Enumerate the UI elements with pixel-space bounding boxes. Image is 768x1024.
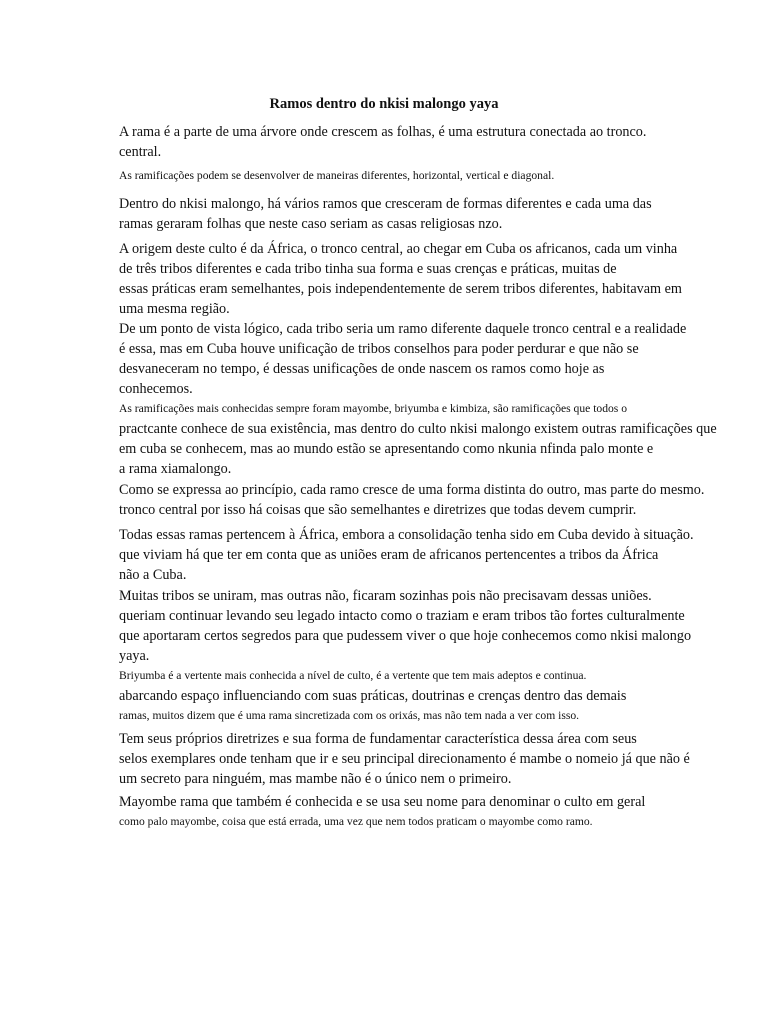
text-line: practcante conhece de sua existência, mas dentro do culto nkisi malongo existem outras ramificações que bbox=[119, 421, 717, 437]
text-line: é essa, mas em Cuba houve unificação de tribos conselhos para poder perdurar e que não se bbox=[119, 341, 639, 357]
text-line: ramas, muitos dizem que é uma rama sincretizada com os orixás, mas não tem nada a ver com isso. bbox=[119, 709, 580, 722]
text-line: ramas geraram folhas que neste caso seriam as casas religiosas nzo. bbox=[119, 216, 503, 232]
paragraph bbox=[119, 122, 749, 162]
paragraph bbox=[119, 480, 749, 520]
paragraph bbox=[119, 194, 749, 234]
text-line: conhecemos. bbox=[119, 381, 193, 397]
text-line: a rama xiamalongo. bbox=[119, 461, 232, 477]
text-line: A rama é a parte de uma árvore onde crescem as folhas, é uma estrutura conectada ao tronco. bbox=[119, 124, 647, 140]
text-line: As ramificações mais conhecidas sempre foram mayombe, briyumba e kimbiza, são ramificações que todos o bbox=[119, 402, 628, 415]
text-line: Mayombe rama que também é conhecida e se usa seu nome para denominar o culto em geral bbox=[119, 794, 646, 810]
text-line: Tem seus próprios diretrizes e sua forma de fundamentar característica dessa área com seus bbox=[119, 731, 637, 747]
text-line: selos exemplares onde tenham que ir e seu principal direcionamento é mambe o nomeio já que não é bbox=[119, 751, 690, 767]
text-line: Todas essas ramas pertencem à África, embora a consolidação tenha sido em Cuba devido à situação. bbox=[119, 527, 694, 543]
text-line: que viviam há que ter em conta que as uniões eram de africanos pertencentes a tribos da África bbox=[119, 547, 659, 563]
text-line: em cuba se conhecem, mas ao mundo estão se apresentando como nkunia nfinda palo monte e bbox=[119, 441, 654, 457]
paragraph bbox=[119, 525, 749, 585]
paragraph bbox=[119, 792, 749, 832]
text-line: que aportaram certos segredos para que pudessem viver o que hoje conhecemos como nkisi malongo bbox=[119, 628, 692, 644]
text-line: Briyumba é a vertente mais conhecida a nível de culto, é a vertente que tem mais adeptos e continua. bbox=[119, 669, 587, 682]
paragraph bbox=[119, 319, 749, 399]
text-line: De um ponto de vista lógico, cada tribo seria um ramo diferente daquele tronco central e a realidade bbox=[119, 321, 687, 337]
document-title: Ramos dentro do nkisi malongo yaya bbox=[269, 96, 499, 112]
paragraph bbox=[119, 399, 749, 479]
paragraph bbox=[119, 586, 749, 666]
text-line: uma mesma região. bbox=[119, 301, 230, 317]
text-line: As ramificações podem se desenvolver de maneiras diferentes, horizontal, vertical e diagonal. bbox=[119, 169, 555, 182]
text-line: yaya. bbox=[119, 648, 150, 664]
text-line: queriam continuar levando seu legado intacto como o traziam e eram tribos tão fortes culturalmente bbox=[119, 608, 685, 624]
paragraph bbox=[119, 666, 749, 726]
paragraph bbox=[119, 729, 749, 789]
text-line: Dentro do nkisi malongo, há vários ramos que cresceram de formas diferentes e cada uma das bbox=[119, 196, 652, 212]
text-line: tronco central por isso há coisas que são semelhantes e diretrizes que todas devem cumprir. bbox=[119, 502, 637, 518]
text-line: abarcando espaço influenciando com suas práticas, doutrinas e crenças dentro das demais bbox=[119, 688, 627, 704]
text-line: como palo mayombe, coisa que está errada, uma vez que nem todos praticam o mayombe como ramo. bbox=[119, 815, 593, 828]
paragraph bbox=[119, 239, 749, 319]
text-line: A origem deste culto é da África, o tronco central, ao chegar em Cuba os africanos, cada um vinha bbox=[119, 241, 678, 257]
text-line: um secreto para ninguém, mas mambe não é o único nem o primeiro. bbox=[119, 771, 512, 787]
text-line: desvaneceram no tempo, é dessas unificações de onde nascem os ramos como hoje as bbox=[119, 361, 605, 377]
text-line: essas práticas eram semelhantes, pois independentemente de serem tribos diferentes, habitavam em bbox=[119, 281, 682, 297]
paragraph bbox=[119, 166, 749, 186]
text-line: de três tribos diferentes e cada tribo tinha sua forma e suas crenças e práticas, muitas de bbox=[119, 261, 617, 277]
text-line: não a Cuba. bbox=[119, 567, 187, 583]
text-line: Muitas tribos se uniram, mas outras não, ficaram sozinhas pois não precisavam dessas uniões. bbox=[119, 588, 652, 604]
text-line: central. bbox=[119, 144, 162, 160]
text-line: Como se expressa ao princípio, cada ramo cresce de uma forma distinta do outro, mas parte do mesmo. bbox=[119, 482, 705, 498]
